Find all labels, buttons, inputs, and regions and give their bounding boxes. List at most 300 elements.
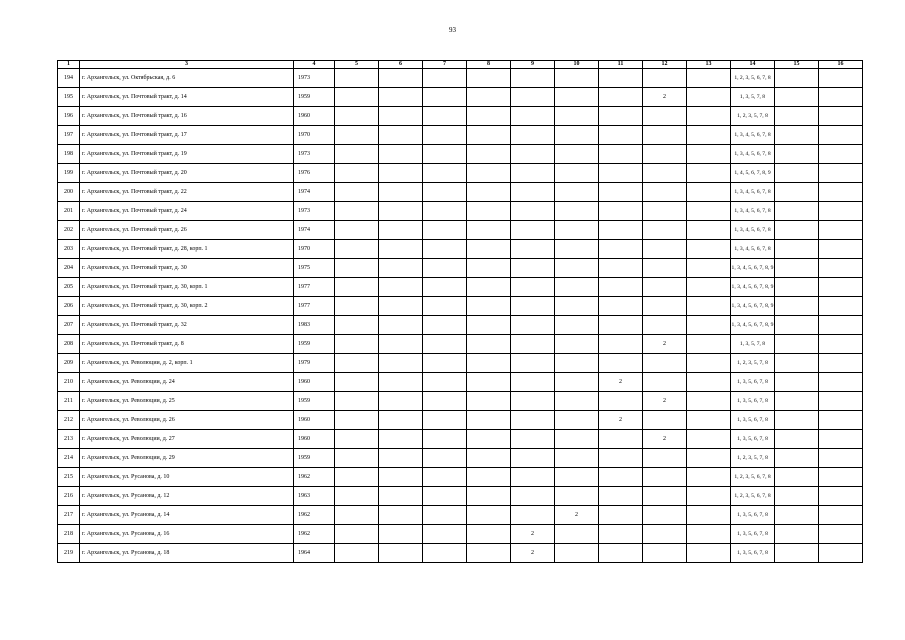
col7-cell xyxy=(423,164,467,183)
table-row xyxy=(58,487,863,506)
col12-cell xyxy=(643,107,687,126)
col11-cell xyxy=(599,487,643,506)
col14-cell: 1, 3, 5, 6, 7, 8 xyxy=(731,506,775,525)
row-number: 211 xyxy=(58,392,80,411)
col9-cell xyxy=(511,221,555,240)
col16-cell xyxy=(819,145,863,164)
col9-cell xyxy=(511,126,555,145)
column-header: 4 xyxy=(294,61,335,69)
col10-cell xyxy=(555,183,599,202)
col15-cell xyxy=(775,107,819,126)
col15-cell xyxy=(775,240,819,259)
row-number: 215 xyxy=(58,468,80,487)
col10-cell xyxy=(555,88,599,107)
col16-cell xyxy=(819,392,863,411)
year-cell: 1959 xyxy=(294,335,335,354)
row-number: 206 xyxy=(58,297,80,316)
row-number: 209 xyxy=(58,354,80,373)
col12-cell: 2 xyxy=(643,392,687,411)
row-number: 198 xyxy=(58,145,80,164)
col13-cell xyxy=(687,240,731,259)
col9-cell xyxy=(511,430,555,449)
col5-cell xyxy=(335,373,379,392)
col12-cell xyxy=(643,449,687,468)
table-row xyxy=(58,107,863,126)
col13-cell xyxy=(687,107,731,126)
col12-cell xyxy=(643,297,687,316)
col12-cell xyxy=(643,316,687,335)
col11-cell xyxy=(599,430,643,449)
col8-cell xyxy=(467,487,511,506)
col8-cell xyxy=(467,164,511,183)
col5-cell xyxy=(335,430,379,449)
col5-cell xyxy=(335,202,379,221)
col15-cell xyxy=(775,544,819,563)
col12-cell xyxy=(643,145,687,164)
address-cell: г. Архангельск, ул. Революции, д. 2, корп. 1 xyxy=(80,354,294,373)
col7-cell xyxy=(423,107,467,126)
col10-cell xyxy=(555,373,599,392)
col14-cell: 1, 3, 5, 6, 7, 8 xyxy=(731,430,775,449)
address-cell: г. Архангельск, ул. Почтовый тракт, д. 30 xyxy=(80,259,294,278)
col8-cell xyxy=(467,449,511,468)
col5-cell xyxy=(335,259,379,278)
col13-cell xyxy=(687,316,731,335)
col12-cell xyxy=(643,278,687,297)
col13-cell xyxy=(687,221,731,240)
col11-cell xyxy=(599,544,643,563)
year-cell: 1979 xyxy=(294,354,335,373)
col13-cell xyxy=(687,183,731,202)
col10-cell xyxy=(555,316,599,335)
column-header: 3 xyxy=(80,61,294,69)
table-row xyxy=(58,449,863,468)
col9-cell xyxy=(511,373,555,392)
col8-cell xyxy=(467,468,511,487)
col12-cell xyxy=(643,506,687,525)
col6-cell xyxy=(379,487,423,506)
buildings-table xyxy=(57,60,863,563)
col11-cell: 2 xyxy=(599,373,643,392)
address-cell: г. Архангельск, ул. Русанова, д. 14 xyxy=(80,506,294,525)
year-cell: 1963 xyxy=(294,487,335,506)
address-cell: г. Архангельск, ул. Почтовый тракт, д. 19 xyxy=(80,145,294,164)
col14-cell: 1, 2, 3, 5, 7, 8 xyxy=(731,107,775,126)
col15-cell xyxy=(775,354,819,373)
table-row xyxy=(58,373,863,392)
col10-cell xyxy=(555,544,599,563)
col5-cell xyxy=(335,183,379,202)
col6-cell xyxy=(379,525,423,544)
col14-cell: 1, 3, 4, 5, 6, 7, 8 xyxy=(731,221,775,240)
col14-cell: 1, 2, 3, 5, 7, 8 xyxy=(731,354,775,373)
col7-cell xyxy=(423,202,467,221)
col7-cell xyxy=(423,278,467,297)
col8-cell xyxy=(467,525,511,544)
row-number: 202 xyxy=(58,221,80,240)
col6-cell xyxy=(379,392,423,411)
address-cell: г. Архангельск, ул. Русанова, д. 18 xyxy=(80,544,294,563)
col7-cell xyxy=(423,506,467,525)
year-cell: 1975 xyxy=(294,259,335,278)
col13-cell xyxy=(687,525,731,544)
col6-cell xyxy=(379,202,423,221)
col10-cell xyxy=(555,392,599,411)
col11-cell xyxy=(599,449,643,468)
table-row xyxy=(58,468,863,487)
address-cell: г. Архангельск, ул. Почтовый тракт, д. 30, корп. 2 xyxy=(80,297,294,316)
table-row xyxy=(58,354,863,373)
col14-cell: 1, 3, 5, 7, 8 xyxy=(731,335,775,354)
col9-cell xyxy=(511,468,555,487)
col8-cell xyxy=(467,316,511,335)
year-cell: 1960 xyxy=(294,107,335,126)
col14-cell: 1, 3, 4, 5, 6, 7, 8 xyxy=(731,202,775,221)
address-cell: г. Архангельск, ул. Русанова, д. 10 xyxy=(80,468,294,487)
col6-cell xyxy=(379,506,423,525)
col5-cell xyxy=(335,126,379,145)
col11-cell: 2 xyxy=(599,411,643,430)
row-number: 195 xyxy=(58,88,80,107)
col8-cell xyxy=(467,107,511,126)
col8-cell xyxy=(467,126,511,145)
col15-cell xyxy=(775,373,819,392)
year-cell: 1970 xyxy=(294,126,335,145)
year-cell: 1976 xyxy=(294,164,335,183)
row-number: 212 xyxy=(58,411,80,430)
col16-cell xyxy=(819,221,863,240)
col14-cell: 1, 4, 5, 6, 7, 8, 9 xyxy=(731,164,775,183)
col16-cell xyxy=(819,525,863,544)
col9-cell xyxy=(511,297,555,316)
col10-cell xyxy=(555,202,599,221)
col7-cell xyxy=(423,259,467,278)
col16-cell xyxy=(819,430,863,449)
col9-cell xyxy=(511,392,555,411)
col13-cell xyxy=(687,69,731,88)
year-cell: 1977 xyxy=(294,297,335,316)
table-row xyxy=(58,392,863,411)
col9-cell xyxy=(511,354,555,373)
col12-cell xyxy=(643,525,687,544)
address-cell: г. Архангельск, ул. Почтовый тракт, д. 30, корп. 1 xyxy=(80,278,294,297)
col14-cell: 1, 3, 5, 7, 8 xyxy=(731,88,775,107)
col8-cell xyxy=(467,411,511,430)
col15-cell xyxy=(775,468,819,487)
col6-cell xyxy=(379,88,423,107)
col12-cell xyxy=(643,69,687,88)
col16-cell xyxy=(819,278,863,297)
col16-cell xyxy=(819,506,863,525)
col16-cell xyxy=(819,373,863,392)
col15-cell xyxy=(775,506,819,525)
col14-cell: 1, 3, 4, 5, 6, 7, 8, 9 xyxy=(731,278,775,297)
col8-cell xyxy=(467,278,511,297)
col14-cell: 1, 3, 4, 5, 6, 7, 8 xyxy=(731,183,775,202)
col15-cell xyxy=(775,278,819,297)
table-row xyxy=(58,126,863,145)
col10-cell xyxy=(555,411,599,430)
address-cell: г. Архангельск, ул. Революции, д. 26 xyxy=(80,411,294,430)
address-cell: г. Архангельск, ул. Октябрьская, д. 6 xyxy=(80,69,294,88)
col10-cell xyxy=(555,259,599,278)
col12-cell: 2 xyxy=(643,88,687,107)
col7-cell xyxy=(423,69,467,88)
col10-cell: 2 xyxy=(555,506,599,525)
col16-cell xyxy=(819,544,863,563)
col13-cell xyxy=(687,506,731,525)
address-cell: г. Архангельск, ул. Почтовый тракт, д. 14 xyxy=(80,88,294,107)
address-cell: г. Архангельск, ул. Революции, д. 25 xyxy=(80,392,294,411)
col13-cell xyxy=(687,278,731,297)
address-cell: г. Архангельск, ул. Почтовый тракт, д. 16 xyxy=(80,107,294,126)
address-cell: г. Архангельск, ул. Революции, д. 29 xyxy=(80,449,294,468)
col7-cell xyxy=(423,183,467,202)
col16-cell xyxy=(819,468,863,487)
col12-cell xyxy=(643,354,687,373)
col10-cell xyxy=(555,221,599,240)
col5-cell xyxy=(335,506,379,525)
col9-cell xyxy=(511,506,555,525)
column-header: 12 xyxy=(643,61,687,69)
col13-cell xyxy=(687,164,731,183)
col11-cell xyxy=(599,259,643,278)
table-row xyxy=(58,240,863,259)
table-row xyxy=(58,297,863,316)
col14-cell: 1, 2, 3, 5, 7, 8 xyxy=(731,449,775,468)
col5-cell xyxy=(335,69,379,88)
col6-cell xyxy=(379,69,423,88)
col15-cell xyxy=(775,145,819,164)
col15-cell xyxy=(775,259,819,278)
col6-cell xyxy=(379,354,423,373)
col6-cell xyxy=(379,449,423,468)
col16-cell xyxy=(819,183,863,202)
row-number: 219 xyxy=(58,544,80,563)
col9-cell xyxy=(511,88,555,107)
col12-cell xyxy=(643,411,687,430)
col8-cell xyxy=(467,145,511,164)
year-cell: 1962 xyxy=(294,506,335,525)
col6-cell xyxy=(379,373,423,392)
year-cell: 1974 xyxy=(294,221,335,240)
col13-cell xyxy=(687,145,731,164)
col15-cell xyxy=(775,297,819,316)
col15-cell xyxy=(775,335,819,354)
col6-cell xyxy=(379,145,423,164)
year-cell: 1960 xyxy=(294,373,335,392)
col12-cell xyxy=(643,544,687,563)
table-body xyxy=(58,69,863,563)
col7-cell xyxy=(423,221,467,240)
row-number: 213 xyxy=(58,430,80,449)
table-row xyxy=(58,506,863,525)
table-row xyxy=(58,544,863,563)
column-header: 14 xyxy=(731,61,775,69)
col5-cell xyxy=(335,316,379,335)
year-cell: 1974 xyxy=(294,183,335,202)
col11-cell xyxy=(599,316,643,335)
col14-cell: 1, 2, 3, 5, 6, 7, 8 xyxy=(731,69,775,88)
col13-cell xyxy=(687,487,731,506)
col9-cell: 2 xyxy=(511,544,555,563)
col6-cell xyxy=(379,126,423,145)
col5-cell xyxy=(335,278,379,297)
column-header: 5 xyxy=(335,61,379,69)
column-header: 10 xyxy=(555,61,599,69)
page-number: 93 xyxy=(449,26,456,34)
col5-cell xyxy=(335,335,379,354)
table-row xyxy=(58,202,863,221)
column-header: 6 xyxy=(379,61,423,69)
col7-cell xyxy=(423,430,467,449)
col8-cell xyxy=(467,259,511,278)
col13-cell xyxy=(687,373,731,392)
col11-cell xyxy=(599,525,643,544)
col13-cell xyxy=(687,392,731,411)
col9-cell xyxy=(511,316,555,335)
col8-cell xyxy=(467,506,511,525)
col9-cell xyxy=(511,107,555,126)
col5-cell xyxy=(335,88,379,107)
col9-cell: 2 xyxy=(511,525,555,544)
col14-cell: 1, 3, 5, 6, 7, 8 xyxy=(731,392,775,411)
address-cell: г. Архангельск, ул. Почтовый тракт, д. 22 xyxy=(80,183,294,202)
col15-cell xyxy=(775,69,819,88)
col11-cell xyxy=(599,278,643,297)
col13-cell xyxy=(687,544,731,563)
row-number: 214 xyxy=(58,449,80,468)
col15-cell xyxy=(775,126,819,145)
col8-cell xyxy=(467,183,511,202)
table-row xyxy=(58,316,863,335)
col13-cell xyxy=(687,430,731,449)
col16-cell xyxy=(819,164,863,183)
col16-cell xyxy=(819,316,863,335)
row-number: 208 xyxy=(58,335,80,354)
row-number: 210 xyxy=(58,373,80,392)
table-row xyxy=(58,430,863,449)
col12-cell xyxy=(643,259,687,278)
col5-cell xyxy=(335,145,379,164)
col12-cell: 2 xyxy=(643,335,687,354)
table-row xyxy=(58,278,863,297)
col7-cell xyxy=(423,240,467,259)
col15-cell xyxy=(775,183,819,202)
col13-cell xyxy=(687,468,731,487)
col13-cell xyxy=(687,202,731,221)
col14-cell: 1, 2, 3, 5, 6, 7, 8 xyxy=(731,468,775,487)
year-cell: 1960 xyxy=(294,411,335,430)
col6-cell xyxy=(379,544,423,563)
table-row xyxy=(58,411,863,430)
table-header-row xyxy=(58,61,863,69)
address-cell: г. Архангельск, ул. Почтовый тракт, д. 8 xyxy=(80,335,294,354)
col16-cell xyxy=(819,88,863,107)
col13-cell xyxy=(687,411,731,430)
col5-cell xyxy=(335,487,379,506)
table-row xyxy=(58,164,863,183)
col8-cell xyxy=(467,69,511,88)
col14-cell: 1, 3, 4, 5, 6, 7, 8 xyxy=(731,240,775,259)
row-number: 217 xyxy=(58,506,80,525)
col9-cell xyxy=(511,449,555,468)
col6-cell xyxy=(379,183,423,202)
table-row xyxy=(58,259,863,278)
year-cell: 1970 xyxy=(294,240,335,259)
col8-cell xyxy=(467,354,511,373)
col9-cell xyxy=(511,335,555,354)
col8-cell xyxy=(467,221,511,240)
col14-cell: 1, 3, 4, 5, 6, 7, 8 xyxy=(731,126,775,145)
col10-cell xyxy=(555,69,599,88)
col13-cell xyxy=(687,126,731,145)
col14-cell: 1, 3, 4, 5, 6, 7, 8, 9 xyxy=(731,297,775,316)
col14-cell: 1, 2, 3, 5, 6, 7, 8 xyxy=(731,487,775,506)
year-cell: 1962 xyxy=(294,525,335,544)
col16-cell xyxy=(819,69,863,88)
col10-cell xyxy=(555,297,599,316)
col13-cell xyxy=(687,259,731,278)
col12-cell: 2 xyxy=(643,430,687,449)
col10-cell xyxy=(555,468,599,487)
col9-cell xyxy=(511,145,555,164)
col5-cell xyxy=(335,297,379,316)
col15-cell xyxy=(775,525,819,544)
col15-cell xyxy=(775,449,819,468)
col9-cell xyxy=(511,240,555,259)
row-number: 203 xyxy=(58,240,80,259)
year-cell: 1977 xyxy=(294,278,335,297)
col7-cell xyxy=(423,525,467,544)
col8-cell xyxy=(467,240,511,259)
col6-cell xyxy=(379,468,423,487)
col11-cell xyxy=(599,221,643,240)
col14-cell: 1, 3, 5, 6, 7, 8 xyxy=(731,525,775,544)
column-header: 7 xyxy=(423,61,467,69)
year-cell: 1973 xyxy=(294,202,335,221)
col10-cell xyxy=(555,126,599,145)
col6-cell xyxy=(379,107,423,126)
col8-cell xyxy=(467,335,511,354)
col15-cell xyxy=(775,430,819,449)
col11-cell xyxy=(599,297,643,316)
col6-cell xyxy=(379,335,423,354)
col15-cell xyxy=(775,221,819,240)
col11-cell xyxy=(599,335,643,354)
col8-cell xyxy=(467,297,511,316)
col7-cell xyxy=(423,392,467,411)
address-cell: г. Архангельск, ул. Почтовый тракт, д. 17 xyxy=(80,126,294,145)
col6-cell xyxy=(379,411,423,430)
col16-cell xyxy=(819,449,863,468)
col10-cell xyxy=(555,525,599,544)
col10-cell xyxy=(555,354,599,373)
column-header: 9 xyxy=(511,61,555,69)
col6-cell xyxy=(379,221,423,240)
year-cell: 1983 xyxy=(294,316,335,335)
col10-cell xyxy=(555,278,599,297)
column-header: 13 xyxy=(687,61,731,69)
address-cell: г. Архангельск, ул. Революции, д. 24 xyxy=(80,373,294,392)
col16-cell xyxy=(819,240,863,259)
col6-cell xyxy=(379,259,423,278)
col6-cell xyxy=(379,316,423,335)
col7-cell xyxy=(423,411,467,430)
col5-cell xyxy=(335,392,379,411)
col5-cell xyxy=(335,164,379,183)
col8-cell xyxy=(467,88,511,107)
